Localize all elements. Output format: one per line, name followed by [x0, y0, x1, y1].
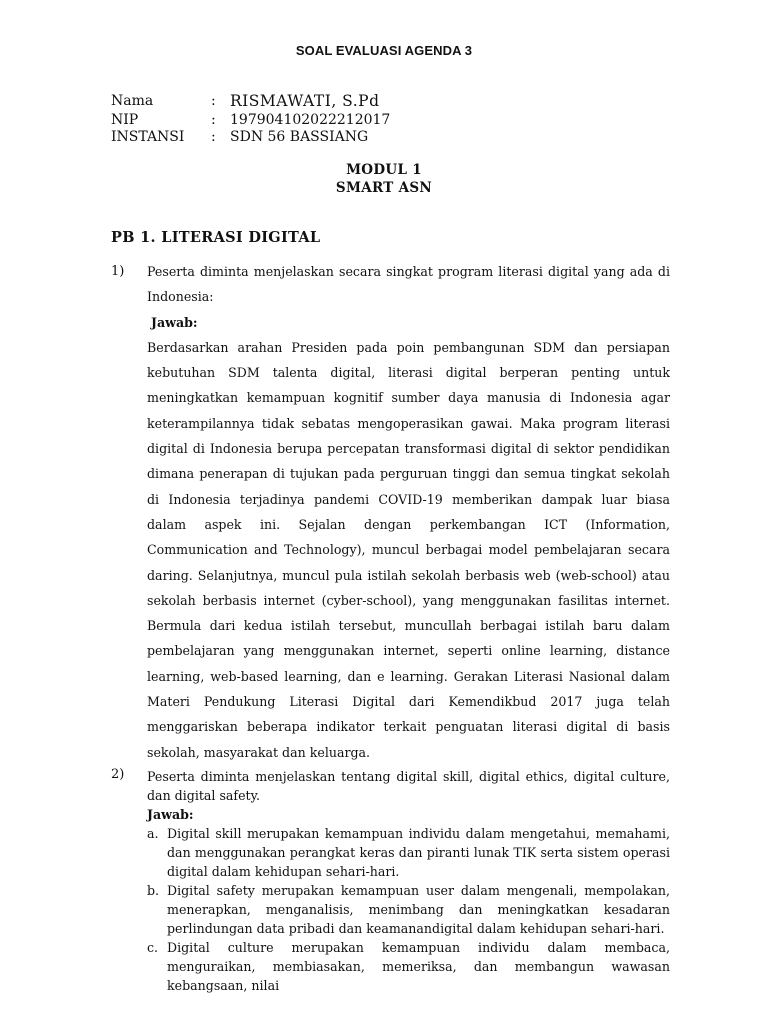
identity-label: INSTANSI: [111, 129, 185, 145]
document-title: SOAL EVALUASI AGENDA 3: [295, 43, 473, 58]
identity-value-nip: 197904102022212017: [230, 112, 391, 128]
question-1-answer-label: Jawab:: [151, 314, 198, 330]
module-number: MODUL 1: [346, 162, 422, 178]
identity-colon: :: [211, 93, 216, 109]
module-name: SMART ASN: [335, 180, 433, 196]
question-1-block: [147, 259, 670, 765]
question-2-number: 2): [111, 767, 125, 782]
question-2-answer-list: [147, 824, 670, 995]
question-1-text: Peserta diminta menjelaskan secara singkat program literasi digital yang ada di Indonesia:: [147, 264, 670, 305]
section-title: PB 1. LITERASI DIGITAL: [111, 229, 321, 246]
list-item-text: Digital safety merupakan kemampuan user dalam mengenali, mempolakan, menerapkan, menganalisis, menimbang dan meningkatkan kesadaran perlindungan data pribadi dan keamanandigital dalam kehidupan sehari-hari.: [167, 883, 670, 936]
identity-label: Nama: [111, 93, 154, 109]
question-2-block: [147, 767, 670, 824]
identity-value-name: RISMAWATI, S.Pd: [230, 92, 380, 110]
list-marker: c.: [147, 940, 159, 955]
list-item: [147, 824, 670, 881]
question-2-answer-label: Jawab:: [147, 807, 194, 822]
list-marker: b.: [147, 883, 160, 898]
identity-colon: :: [211, 129, 216, 145]
question-2-text: Peserta diminta menjelaskan tentang digital skill, digital ethics, digital culture, dan digital safety.: [147, 769, 670, 803]
identity-colon: :: [211, 112, 216, 128]
list-item: [147, 938, 670, 995]
identity-label: NIP: [111, 112, 139, 128]
question-1-answer: Berdasarkan arahan Presiden pada poin pembangunan SDM dan persiapan kebutuhan SDM talenta digital, literasi digital berperan penting untuk meningkatkan kemampuan kognitif sumber daya manusia di Indonesia agar keterampilannya tidak sebatas mengoperasikan gawai. Maka program literasi digital di Indonesia berupa percepatan transformasi digital di sektor pendidikan dimana penerapan di tujukan pada perguruan tinggi dan semua tingkat sekolah di Indonesia terjadinya pandemi COVID-19 memberikan dampak luar biasa dalam aspek ini. Sejalan dengan perkembangan ICT (Information, Communication and Technology), muncul berbagai model pembelajaran secara daring. Selanjutnya, muncul pula istilah sekolah berbasis web (web-school) atau sekolah berbasis internet (cyber-school), yang menggunakan fasilitas internet. Bermula dari kedua istilah tersebut, muncullah berbagai istilah baru dalam pembelajaran yang menggunakan internet, seperti online learning, distance learning, web-based learning, dan e learning. Gerakan Literasi Nasional dalam Materi Pendukung Literasi Digital dari Kemendikbud 2017 juga telah menggariskan beberapa indikator terkait penguatan literasi digital di basis sekolah, masyarakat dan keluarga.: [147, 339, 670, 760]
list-marker: a.: [147, 826, 159, 841]
list-item: [147, 881, 670, 938]
list-item-text: Digital culture merupakan kemampuan individu dalam membaca, menguraikan, membiasakan, memeriksa, dan membangun wawasan kebangsaan, nilai: [167, 940, 670, 993]
list-item-text: Digital skill merupakan kemampuan individu dalam mengetahui, memahami, dan menggunakan perangkat keras dan piranti lunak TIK serta sistem operasi digital dalam kehidupan sehari-hari.: [167, 826, 670, 879]
question-1-number: 1): [111, 264, 125, 279]
identity-value-instansi: SDN 56 BASSIANG: [230, 129, 369, 145]
